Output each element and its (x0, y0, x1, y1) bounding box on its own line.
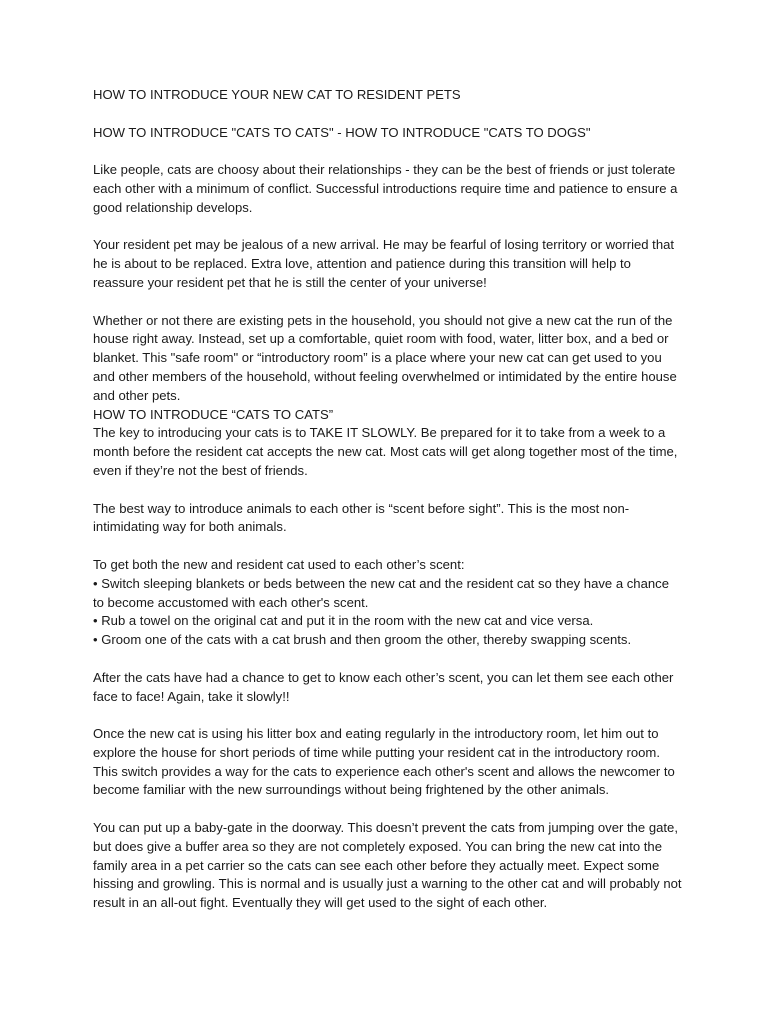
list-intro: To get both the new and resident cat used to each other’s scent: (93, 556, 465, 572)
spacer (93, 706, 683, 725)
spacer (93, 142, 683, 161)
spacer (93, 293, 683, 312)
list-item: • Rub a towel on the original cat and put it in the room with the new cat and vice versa. (93, 613, 594, 629)
paragraph-intro: Like people, cats are choosy about their relationships - they can be the best of friends or just tolerate each other with a minimum of conflict. Successful introductions require time and patience to ensure a good relationship develops. (93, 162, 678, 215)
spacer (93, 800, 683, 819)
paragraph-baby-gate: You can put up a baby-gate in the doorway. This doesn’t prevent the cats from jumping over the gate, but does give a buffer area so they are not completely exposed. You can bring the new cat into the family area in a pet carrier so the cats can see each other before they actually meet. Expect some hissing and growling. This is normal and is usually just a warning to the other cat and will probably not result in an all-out fight. Eventually they will get used to the sight of each other. (93, 820, 682, 911)
paragraph-safe-room: Whether or not there are existing pets in the household, you should not give a new cat the run of the house right away. Instead, set up a comfortable, quiet room with food, water, litter box, and a bed or blanket. This "safe room" or “introductory room” is a place where your new cat can get used to you and other members of the household, without feeling overwhelmed or intimidated by the entire house and other pets. (93, 312, 677, 403)
paragraph-take-it-slowly: The key to introducing your cats is to TAKE IT SLOWLY. Be prepared for it to take from a week to a month before the resident cat accepts the new cat. Most cats will get along together most of the time, even if they’re not the best of friends. (93, 425, 678, 478)
spacer (93, 537, 683, 556)
document-subtitle: HOW TO INTRODUCE "CATS TO CATS" - HOW TO INTRODUCE "CATS TO DOGS" (93, 124, 591, 140)
document-page (93, 86, 683, 913)
paragraph-scent-before-sight: The best way to introduce animals to each other is “scent before sight”. This is the most non-intimidating way for both animals. (93, 500, 630, 535)
section-heading-cats-to-cats: HOW TO INTRODUCE “CATS TO CATS” (93, 406, 334, 422)
paragraph-face-to-face: After the cats have had a chance to get to know each other’s scent, you can let them see each other face to face! Again, take it slowly!! (93, 669, 674, 704)
document-title: HOW TO INTRODUCE YOUR NEW CAT TO RESIDENT PETS (93, 87, 461, 102)
spacer (93, 481, 683, 500)
paragraph-resident-pet: Your resident pet may be jealous of a new arrival. He may be fearful of losing territory or worried that he is about to be replaced. Extra love, attention and patience during this transition will help to reassure your resident pet that he is still the center of your universe! (93, 237, 675, 290)
spacer (93, 650, 683, 669)
spacer (93, 218, 683, 237)
paragraph-explore-house: Once the new cat is using his litter box and eating regularly in the introductory room, let him out to explore the house for short periods of time while putting your resident cat in the introductory room. This switch provides a way for the cats to experience each other's scent and allows the newcomer to become familiar with the new surroundings without being frightened by the other animals. (93, 726, 675, 798)
list-item: • Switch sleeping blankets or beds between the new cat and the resident cat so they have a chance to become accustomed with each other's scent. (93, 575, 669, 610)
list-item: • Groom one of the cats with a cat brush and then groom the other, thereby swapping scents. (93, 632, 632, 648)
spacer (93, 105, 683, 124)
